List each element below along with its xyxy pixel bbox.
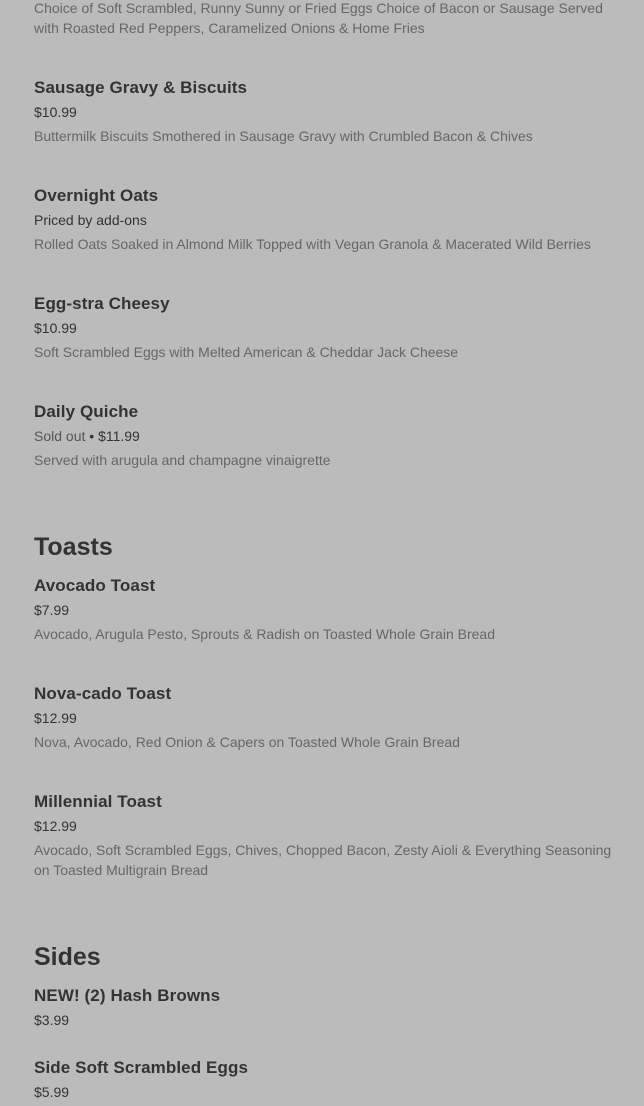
item-description: Soft Scrambled Eggs with Melted American & Cheddar Jack Cheese bbox=[34, 344, 459, 360]
menu-item-egg-stra-cheesy[interactable] bbox=[34, 293, 624, 362]
menu-item-side-soft-scrambled-eggs[interactable] bbox=[34, 1057, 624, 1102]
menu-item-avocado-toast[interactable] bbox=[34, 575, 624, 644]
item-price: $10.99 bbox=[34, 320, 77, 336]
item-title: Nova-cado Toast bbox=[34, 684, 172, 703]
price-separator: • bbox=[85, 428, 99, 444]
menu-item-hash-browns[interactable] bbox=[34, 985, 624, 1030]
item-price: $12.99 bbox=[34, 710, 77, 726]
item-title: Avocado Toast bbox=[34, 576, 156, 595]
menu-item-sausage-gravy-biscuits[interactable] bbox=[34, 77, 624, 146]
menu-list bbox=[34, 0, 624, 1106]
item-price: $11.99 bbox=[98, 428, 140, 444]
item-title: NEW! (2) Hash Browns bbox=[34, 986, 221, 1005]
item-title: Egg-stra Cheesy bbox=[34, 294, 170, 313]
menu-item-overnight-oats[interactable] bbox=[34, 185, 624, 254]
item-description: Nova, Avocado, Red Onion & Capers on Toasted Whole Grain Bread bbox=[34, 734, 460, 750]
item-price: $3.99 bbox=[34, 1012, 70, 1028]
item-price: $7.99 bbox=[34, 602, 70, 618]
section-heading-sides: Sides bbox=[34, 943, 101, 971]
item-title: Millennial Toast bbox=[34, 792, 162, 811]
item-price: $5.99 bbox=[34, 1084, 70, 1100]
item-price: $10.99 bbox=[34, 104, 77, 120]
section-heading-toasts: Toasts bbox=[34, 533, 113, 561]
item-title: Daily Quiche bbox=[34, 402, 139, 421]
item-price: $12.99 bbox=[34, 818, 77, 834]
sold-out-label: Sold out bbox=[34, 428, 86, 444]
item-title: Overnight Oats bbox=[34, 186, 159, 205]
item-description: Choice of Soft Scrambled, Runny Sunny or Fried Eggs Choice of Bacon or Sausage Served with Roasted Red Peppers, Caramelized Onions & Home Fries bbox=[34, 0, 603, 36]
item-price-row bbox=[34, 426, 624, 446]
item-description: Avocado, Arugula Pesto, Sprouts & Radish on Toasted Whole Grain Bread bbox=[34, 626, 495, 642]
item-description: Served with arugula and champagne vinaigrette bbox=[34, 452, 331, 468]
item-description: Avocado, Soft Scrambled Eggs, Chives, Chopped Bacon, Zesty Aioli & Everything Seasoning on Toasted Multigrain Bread bbox=[34, 842, 612, 878]
menu-item-millennial-toast[interactable] bbox=[34, 791, 624, 880]
item-description: Rolled Oats Soaked in Almond Milk Topped with Vegan Granola & Macerated Wild Berries bbox=[34, 236, 591, 252]
menu-item-nova-cado-toast[interactable] bbox=[34, 683, 624, 752]
menu-item-daily-quiche[interactable] bbox=[34, 401, 624, 470]
item-description: Buttermilk Biscuits Smothered in Sausage Gravy with Crumbled Bacon & Chives bbox=[34, 128, 533, 144]
item-title: Sausage Gravy & Biscuits bbox=[34, 78, 248, 97]
item-price: Priced by add-ons bbox=[34, 212, 147, 228]
item-title: Side Soft Scrambled Eggs bbox=[34, 1058, 249, 1077]
